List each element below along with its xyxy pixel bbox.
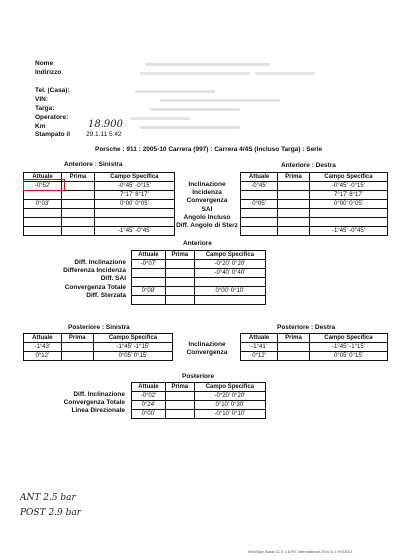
row-label: Diff. SAI bbox=[100, 275, 126, 283]
table-cell bbox=[62, 182, 95, 191]
table-header-row bbox=[241, 334, 388, 343]
rear-center-labels bbox=[172, 341, 242, 357]
table-cell: -1°45' -0°45' bbox=[309, 227, 387, 236]
redacted-value bbox=[135, 90, 215, 93]
table-cell bbox=[165, 287, 194, 296]
table-cell: 7°17' 8°17' bbox=[309, 191, 387, 200]
table-cell: -0°20' 0°20' bbox=[194, 260, 265, 269]
table-row bbox=[241, 209, 388, 218]
table-cell bbox=[278, 218, 310, 227]
table-row bbox=[132, 278, 266, 287]
field-label-targa: Targa: bbox=[35, 105, 55, 112]
table-cell: -0°40' 0°40' bbox=[194, 269, 265, 278]
table-cell bbox=[278, 343, 310, 352]
table-cell: -0°45' -0°15' bbox=[309, 182, 387, 191]
field-label-tel: Tel. (Casa): bbox=[35, 87, 70, 94]
table-cell bbox=[24, 209, 62, 218]
column-header: Attuale bbox=[241, 334, 278, 343]
table-row bbox=[132, 269, 266, 278]
table-row bbox=[241, 191, 388, 200]
rear-left-title: Posteriore : Sinistra bbox=[68, 324, 130, 331]
column-header: Campo Specifica bbox=[194, 251, 265, 260]
row-label: Convergenza Totale bbox=[63, 399, 125, 407]
table-cell bbox=[165, 410, 194, 419]
field-label-nome: Nome bbox=[35, 60, 54, 67]
table-row bbox=[24, 343, 173, 352]
highlight-box bbox=[23, 179, 65, 191]
table-cell bbox=[62, 209, 95, 218]
column-header: Prima bbox=[62, 173, 95, 182]
column-header: Campo Specifica bbox=[309, 334, 387, 343]
rear-summary-table bbox=[131, 382, 266, 419]
table-cell bbox=[309, 218, 387, 227]
table-cell: 0°24' bbox=[132, 401, 166, 410]
field-label-indirizzo: Indirizzo bbox=[35, 69, 62, 76]
row-label: Angolo Incluso bbox=[183, 213, 231, 221]
table-cell bbox=[62, 191, 95, 200]
table-cell: 0°08' bbox=[132, 287, 166, 296]
table-cell bbox=[278, 352, 310, 361]
column-header: Campo Specifica bbox=[93, 334, 172, 343]
front-summary-table bbox=[131, 250, 266, 305]
redacted-value bbox=[150, 108, 240, 111]
row-label: Inclinazione bbox=[188, 341, 226, 348]
table-row bbox=[241, 200, 388, 209]
column-header: Attuale bbox=[132, 251, 166, 260]
redacted-value bbox=[140, 72, 250, 75]
redacted-value bbox=[140, 126, 240, 129]
column-header: Prima bbox=[165, 251, 194, 260]
table-cell: 0°10' 0°30' bbox=[194, 401, 265, 410]
row-label: SAI bbox=[201, 205, 213, 213]
field-label-km: Km bbox=[35, 123, 46, 130]
table-row bbox=[132, 401, 266, 410]
rear-left-table bbox=[23, 333, 173, 361]
table-cell: 0°05' 0°15' bbox=[309, 352, 387, 361]
row-label: Diff. Sterzata bbox=[86, 291, 126, 299]
table-cell: 0°12' bbox=[241, 352, 278, 361]
table-cell: -0°45' bbox=[241, 182, 278, 191]
table-cell bbox=[62, 200, 95, 209]
software-footer: WinAlign Basic 11.0.1.8797 International 2010.0.1 HIS2011 bbox=[248, 549, 353, 554]
redacted-value bbox=[255, 72, 315, 75]
table-cell: -0°07' bbox=[132, 260, 166, 269]
table-cell bbox=[278, 227, 310, 236]
table-row bbox=[241, 227, 388, 236]
table-row bbox=[132, 410, 266, 419]
table-row bbox=[24, 209, 175, 218]
table-row bbox=[132, 260, 266, 269]
row-label: Diff. Inclinazione bbox=[73, 391, 125, 398]
table-row bbox=[241, 343, 388, 352]
table-cell bbox=[132, 296, 166, 305]
table-cell: 0°12' bbox=[24, 352, 62, 361]
table-row bbox=[132, 392, 266, 401]
rear-summary-title: Posteriore bbox=[182, 373, 215, 380]
table-cell bbox=[61, 352, 93, 361]
vehicle-description: Porsche : 911 : 2005-10 Carrera (997) : Carrera 4/4S (Incluso Targa) : Serie bbox=[95, 146, 323, 153]
field-label-vin: VIN: bbox=[35, 96, 48, 103]
row-label: Linea Direzionale bbox=[71, 407, 125, 415]
table-cell: -0°10' 0°10' bbox=[194, 410, 265, 419]
table-cell: -1°41' bbox=[241, 343, 278, 352]
front-center-labels bbox=[170, 181, 244, 230]
table-cell: 0°00' 0°10' bbox=[194, 287, 265, 296]
front-right-title: Anteriore : Destra bbox=[281, 162, 336, 169]
column-header: Attuale bbox=[241, 173, 278, 182]
rear-summary-labels bbox=[45, 391, 125, 416]
table-cell bbox=[278, 182, 310, 191]
column-header: Campo Specifica bbox=[94, 173, 174, 182]
table-cell: -1°45' -0°45' bbox=[94, 227, 174, 236]
table-row bbox=[24, 191, 175, 200]
table-header-row bbox=[132, 383, 266, 392]
row-label: Convergenza bbox=[186, 197, 228, 205]
table-cell bbox=[241, 218, 278, 227]
table-cell bbox=[61, 343, 93, 352]
table-row bbox=[132, 296, 266, 305]
table-cell bbox=[165, 296, 194, 305]
table-row bbox=[132, 287, 266, 296]
column-header: Campo Specifica bbox=[194, 383, 265, 392]
front-left-title: Anteriore : Sinistra bbox=[64, 161, 123, 168]
row-label: Differenza Incidenza bbox=[63, 267, 126, 275]
table-cell bbox=[165, 278, 194, 287]
table-cell bbox=[132, 269, 166, 278]
table-header-row bbox=[132, 251, 266, 260]
column-header: Campo Specifica bbox=[309, 173, 387, 182]
table-cell: 0°05' 0°15' bbox=[93, 352, 172, 361]
table-cell: 0°00' 0°05' bbox=[309, 200, 387, 209]
table-cell bbox=[24, 218, 62, 227]
table-cell: -1°45' -1°15' bbox=[309, 343, 387, 352]
table-cell: -0°45' -0°15' bbox=[94, 182, 174, 191]
table-cell bbox=[241, 191, 278, 200]
handwritten-note-front: ANT 2.5 bar bbox=[20, 493, 76, 503]
front-right-table bbox=[240, 172, 388, 236]
column-header: Prima bbox=[61, 334, 93, 343]
row-label: Diff. Angolo di Sterz bbox=[176, 222, 238, 230]
table-cell bbox=[24, 191, 62, 200]
column-header: Prima bbox=[278, 173, 310, 182]
table-cell bbox=[94, 209, 174, 218]
table-row bbox=[24, 227, 175, 236]
row-label: Inclinazione bbox=[188, 181, 226, 188]
table-cell: 0°05' bbox=[241, 200, 278, 209]
field-label-stampato: Stampato il bbox=[35, 131, 71, 138]
table-cell bbox=[132, 278, 166, 287]
table-cell: -1°43' bbox=[24, 343, 62, 352]
table-cell bbox=[94, 218, 174, 227]
front-summary-title: Anteriore bbox=[183, 240, 212, 247]
column-header: Attuale bbox=[24, 334, 62, 343]
table-cell: 0°00' 0°05' bbox=[94, 200, 174, 209]
column-header: Prima bbox=[165, 383, 194, 392]
table-cell bbox=[241, 227, 278, 236]
table-cell bbox=[194, 296, 265, 305]
row-label: Diff. Inclinazione bbox=[74, 259, 126, 266]
table-cell bbox=[241, 209, 278, 218]
table-header-row bbox=[241, 173, 388, 182]
table-row bbox=[24, 352, 173, 361]
row-label: Convergenza bbox=[186, 349, 228, 357]
table-row bbox=[24, 200, 175, 209]
table-cell bbox=[24, 227, 62, 236]
column-header: Attuale bbox=[132, 383, 166, 392]
table-cell bbox=[62, 227, 95, 236]
rear-right-table bbox=[240, 333, 388, 361]
table-cell bbox=[165, 269, 194, 278]
table-cell: 0°03' bbox=[24, 200, 62, 209]
table-cell: -1°45' -1°15' bbox=[93, 343, 172, 352]
km-value-handwritten: 18.900 bbox=[88, 119, 123, 130]
print-date-value: 29.1.11 5:42 bbox=[86, 131, 122, 138]
table-row bbox=[241, 182, 388, 191]
row-label: Convergenza Totale bbox=[64, 283, 126, 291]
redacted-value bbox=[130, 117, 190, 120]
table-cell bbox=[278, 191, 310, 200]
table-cell bbox=[309, 209, 387, 218]
handwritten-note-rear: POST 2.9 bar bbox=[20, 508, 82, 518]
table-cell: -0°52' bbox=[24, 182, 62, 191]
table-cell bbox=[278, 209, 310, 218]
front-summary-labels bbox=[40, 259, 126, 300]
table-cell bbox=[165, 401, 194, 410]
table-row bbox=[24, 218, 175, 227]
table-cell: 0°00' bbox=[132, 410, 166, 419]
field-label-operatore: Operatore: bbox=[35, 114, 69, 121]
rear-right-title: Posteriore : Destra bbox=[277, 324, 336, 331]
table-cell bbox=[165, 392, 194, 401]
table-cell bbox=[278, 200, 310, 209]
row-label: Incidenza bbox=[192, 189, 222, 197]
table-cell bbox=[194, 278, 265, 287]
table-header-row bbox=[24, 334, 173, 343]
table-row bbox=[241, 352, 388, 361]
table-cell: -0°20' 0°20' bbox=[194, 392, 265, 401]
redacted-value bbox=[200, 63, 270, 66]
column-header: Prima bbox=[278, 334, 310, 343]
table-cell bbox=[165, 260, 194, 269]
table-cell: 7°17' 8°17' bbox=[94, 191, 174, 200]
table-row bbox=[241, 218, 388, 227]
column-header: Attuale bbox=[24, 173, 62, 182]
table-cell bbox=[62, 218, 95, 227]
table-cell: -0°02' bbox=[132, 392, 166, 401]
redacted-value bbox=[160, 99, 280, 102]
